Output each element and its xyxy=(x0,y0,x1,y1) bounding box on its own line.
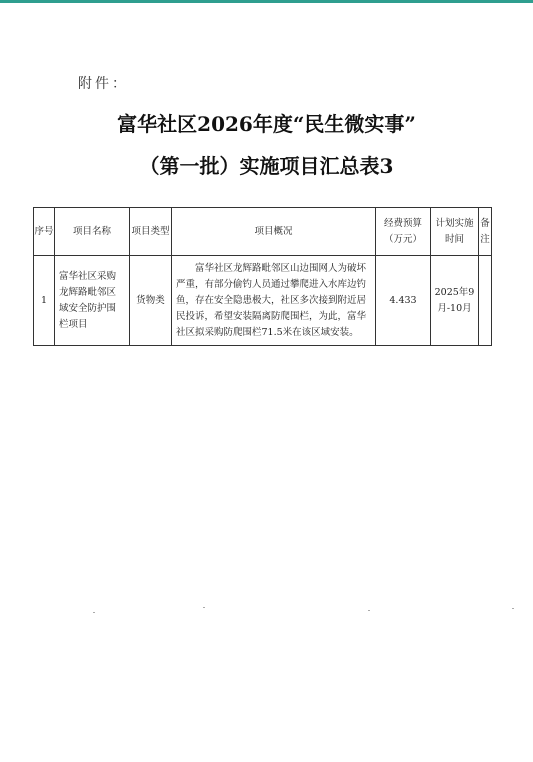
cell-note xyxy=(479,256,492,346)
header-type: 项目类型 xyxy=(130,208,172,256)
table-row xyxy=(34,256,492,346)
cell-budget: 4.433 xyxy=(376,256,431,346)
cell-project-name: 富华社区采购龙辉路毗邻区域安全防护围栏项目 xyxy=(55,256,130,346)
project-summary-table xyxy=(33,207,492,346)
document-title-line1: 富华社区2026年度“民生微实事” xyxy=(117,112,416,136)
cell-seq: 1 xyxy=(34,256,55,346)
header-time: 计划实施时间 xyxy=(431,208,479,256)
header-name: 项目名称 xyxy=(55,208,130,256)
header-budget: 经费预算（万元） xyxy=(376,208,431,256)
header-seq: 序号 xyxy=(34,208,55,256)
table-header-row xyxy=(34,208,492,256)
top-rule xyxy=(0,0,533,3)
header-overview: 项目概况 xyxy=(172,208,376,256)
cell-project-type: 货物类 xyxy=(130,256,172,346)
cell-project-overview: 富华社区龙辉路毗邻区山边围网人为破坏严重，有部分偷钓人员通过攀爬进入水库边钓鱼，存在安全隐患极大，社区多次接到附近居民投诉，希望安装隔离防爬围栏，为此，富华社区拟采购防爬围栏71.5米在该区域安装。 xyxy=(172,256,376,346)
attachment-label: 附件： xyxy=(78,76,129,92)
cell-planned-time: 2025年9月-10月 xyxy=(431,256,479,346)
document-title-line2: （第一批）实施项目汇总表3 xyxy=(139,154,394,178)
header-note: 备注 xyxy=(479,208,492,256)
